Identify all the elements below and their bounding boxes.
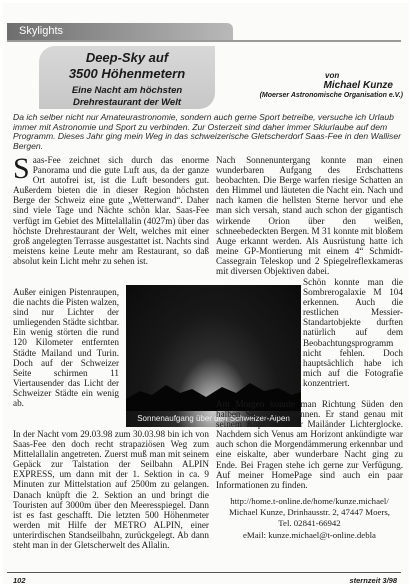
contact-email[interactable]: eMail: kunze.michael@t-online.debla xyxy=(243,530,376,540)
left-column-top xyxy=(13,152,209,266)
subtitle-line-2: Drehrestaurant der Welt xyxy=(72,97,182,108)
left-column-wrap: Außer einigen Pistenraupen, die nachts die Pisten walzen, sind nur Lichter der umliegenden Städte sichtbar. Ein wenig störten die rund 120 Kilometer entfernten Städte Mailand und Turin. Doch auf der Schweizer Seite schirmen 11 Viertausender das Licht der Schweizer Städte ein wenig ab. xyxy=(13,287,119,409)
header-rule xyxy=(7,40,401,42)
contact-tel: Tel. 02841-66942 xyxy=(278,518,341,528)
contact-url[interactable]: http://home.t-online.de/home/kunze.michael/ xyxy=(230,496,389,506)
footer-rule xyxy=(7,572,401,573)
left-column-bottom: In der Nacht vom 29.03.98 zum 30.03.98 bin ich von Saas-Fee den doch recht strapaziösen Weg zum Mittelallalin angetreten. Zuerst muß man mit seinem Gepäck zur Talstation der Seilbahn ALPIN EXPRESS, um dann mit der 1. Sektion in ca. 9 Minuten zur Mittelstation auf 2500m zu gelangen. Danach knüpft die 2. Sektion an und bringt die Touristen auf 3000m über den Meeresspiegel. Dann ist es fast geschafft. Die letzten 500 Höhenmeter werden mit Hilfe der METRO ALPIN, einer unterirdischen Standseilbahn, zurückgelegt. Ab dann steht man in der Gletscherwelt des Allalin. xyxy=(13,429,209,551)
title-box xyxy=(39,46,215,109)
magazine-issue: sternzeit 3/98 xyxy=(349,576,397,585)
section-label: Skylights xyxy=(19,25,64,37)
right-column-top: Nach Sonnenuntergang konnte man einen wunderbaren Aufgang des Erdschattens beobachten. Die Berge warfen riesige Schatten an den Himmel und läuteten die Nacht ein. Nach und nach kamen die hellsten Sterne hervor und ehe man sich versah, stand auch schon der gigantisch wirkende Orion über den weißen, schneebedeckten Bergen. M 31 konnte mit bloßem Auge erkannt werden. Als Ausrüstung hatte ich meine GP-Montierung mit einem 4“ Schmidt-Cassegrain Teleskop und 2 Spiegelreflexkameras mit diversen Objektiven dabei. xyxy=(216,155,403,277)
page-number: 102 xyxy=(13,576,26,585)
drop-cap: S xyxy=(13,152,30,185)
author-organization: (Moerser Astronomische Organisation e.V.) xyxy=(259,92,403,99)
subtitle-line-1: Eine Nacht am höchsten xyxy=(71,85,183,96)
magazine-page xyxy=(3,3,409,584)
author-prefix: von xyxy=(325,71,340,80)
photo-caption: Sonnenaufgang über den Schweizer-Alpen xyxy=(137,414,290,423)
right-column-wrap: Schön konnte man die Sombrerogalaxie M 104 erkennen. Auch die restlichen Messier-Standartobjekte durften natürlich auf dem Beobachtungsprogramm nicht fehlen. Doch hauptsächlich habe ich mich auf die Fotografie konzentriert. xyxy=(303,277,403,388)
author-name: Michael Kunze xyxy=(323,80,393,91)
title-line-1: Deep-Sky auf xyxy=(85,50,169,65)
left-column-top-text: aas-Fee zeichnet sich durch das enorme Panorama und die gute Luft aus, da der ganze Ort autofrei ist, ist die Luft besonders gut. Außerdem bieten die in dieser Region höchsten Berge der Schweiz eine gute „Wetterwand“. Daher sind viele Tage und Nächte schön klar. Saas-Fee verfügt im Gebiet des Mittelallalin (4027m) über das höchste Drehrestaurant der Welt, welches mit einer groß angelegten Terrasse ausgestattet ist. Nachts sind meistens keine Leute mehr am Restaurant, so daß absolut kein Licht mehr zu sehen ist. xyxy=(13,155,209,266)
intro-paragraph: Da ich selber nicht nur Amateurastronomie, sondern auch gerne Sport betreibe, versuche ich Urlaub immer mit Astronomie und Sport zu verbinden. Zur Osterzeit sind daher immer Skiurlaube auf dem Programm. Dieses Jahr ging mein Weg in das schweizerische Gletscherdorf Saas-Fee in den Walliser Bergen. xyxy=(13,112,401,151)
contact-address: Michael Kunze, Drinhausstr. 2, 47447 Moers, xyxy=(228,507,390,517)
section-tab xyxy=(7,23,233,41)
title-line-2: 3500 Höhenmetern xyxy=(68,66,186,81)
right-column-bottom: Am Morgen konnte man Richtung Süden den halben Skorpion erkennen. Er stand genau mit seinem Kopf über der Mailänder Lichterglocke. Nachdem sich Venus am Horizont ankündigte war auch schon die Morgendämmerung erkennbar und eine eiskalte, aber wunderbare Nacht ging zu Ende. Bei Fragen stehe ich gerne zur Verfügung. Auf meiner HomePage sind auch ein paar Informationen zu finden. xyxy=(216,399,403,490)
